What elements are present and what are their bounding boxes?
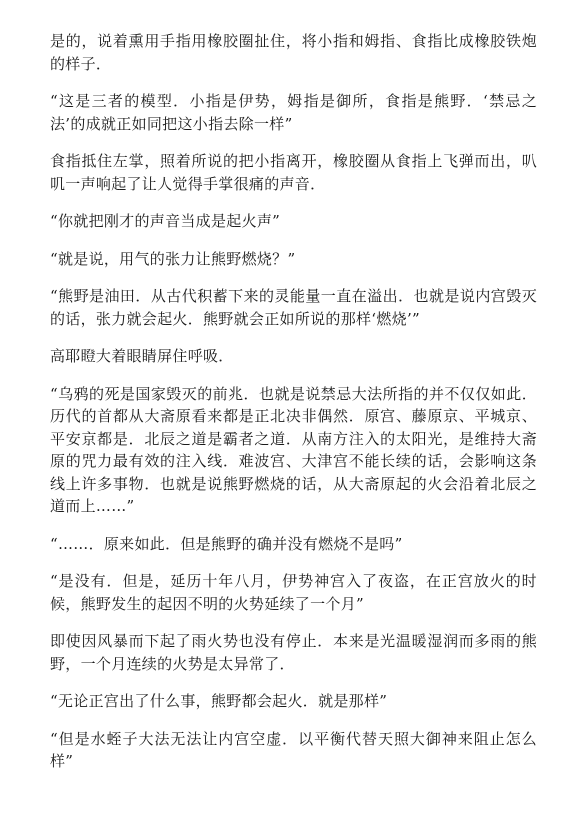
paragraph-7: 高耶瞪大着眼睛屏住呼吸． xyxy=(50,347,234,365)
paragraph-12: “无论正宫出了什么事，熊野都会起火．就是那样” xyxy=(50,692,388,710)
paragraph-10: “是没有．但是，延历十年八月，伊势神宫入了夜盗，在正宫放火的时候，熊野发生的起因不明的火势延续了一个月” xyxy=(50,572,537,613)
paragraph-6: “熊野是油田．从古代积蓄下来的灵能量一直在溢出．也就是说内宫毁灭的话，张力就会起火．熊野就会正如所说的那样‘燃烧’” xyxy=(50,287,537,328)
paragraph-11: 即使因风暴而下起了雨火势也没有停止．本来是光温暖湿润而多雨的熊野，一个月连续的火势是太异常了． xyxy=(50,632,537,673)
paragraph-4: “你就把刚才的声音当成是起火声” xyxy=(50,212,281,230)
paragraph-3: 食指抵住左掌，照着所说的把小指离开，橡胶圈从食指上飞弹而出，叭叽一声响起了让人觉得手掌很痛的声音． xyxy=(50,152,537,193)
paragraph-8: “乌鸦的死是国家毁灭的前兆．也就是说禁忌大法所指的并不仅仅如此．历代的首都从大斋原看来都是正北决非偶然．原宫、藤原京、平城京、平安京都是．北辰之道是霸者之道．从南方注入的太阳光，是维持大斋原的咒力最有效的注入线．难波宫、大津宫不能长续的话，会影响这条线上许多事物．也就是说熊野燃烧的话，从大斋原起的火会沿着北辰之道而上……” xyxy=(50,384,537,515)
paragraph-13: “但是水蛭子大法无法让内宫空虚．以平衡代替天照大御神来阻止怎么样” xyxy=(50,729,537,770)
paragraph-1: 是的，说着熏用手指用橡胶圈扯住，将小指和姆指、食指比成橡胶铁炮的样子． xyxy=(50,32,537,73)
paragraph-5: “就是说，用气的张力让熊野燃烧？” xyxy=(50,249,296,268)
paragraph-2: “这是三者的模型．小指是伊势，姆指是御所，食指是熊野．‘禁忌之法’的成就正如同把这小指去除一样” xyxy=(50,92,537,133)
paragraph-9: “……．原来如此．但是熊野的确并没有燃烧不是吗” xyxy=(50,534,403,553)
